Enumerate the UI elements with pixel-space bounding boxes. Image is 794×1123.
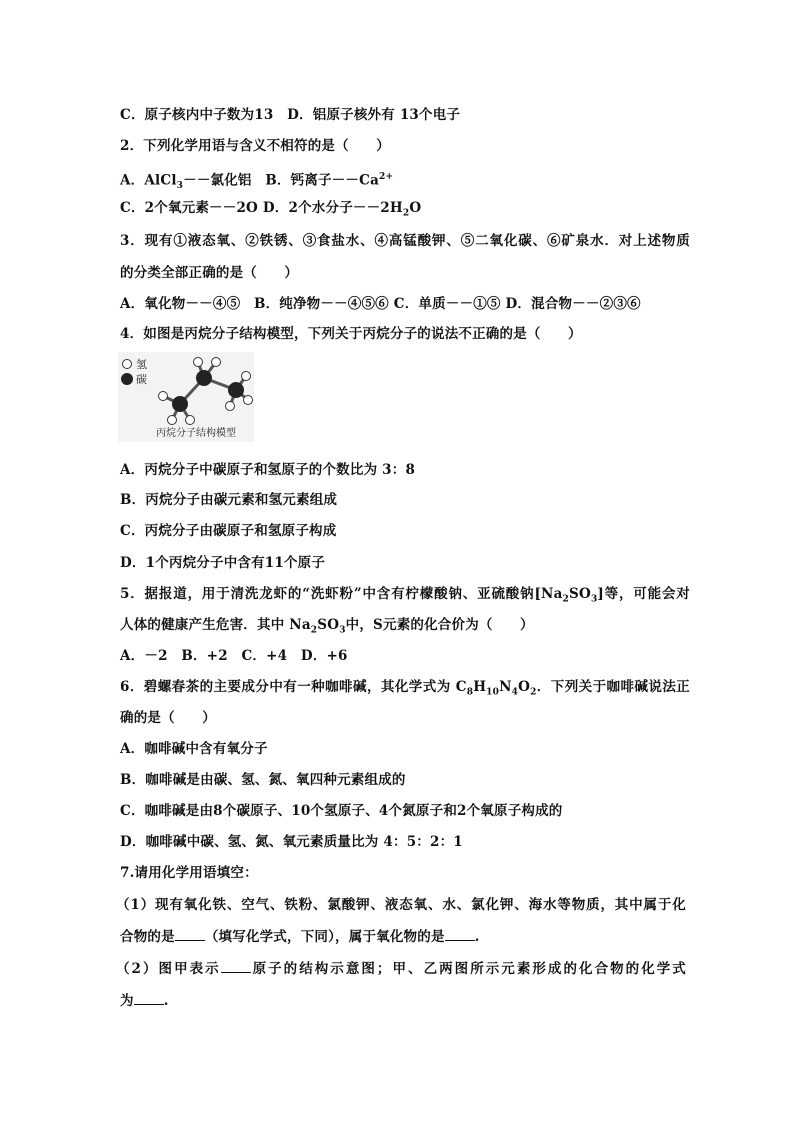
question-6-stem-line1 xyxy=(120,677,690,703)
text-seg: 6．碧螺春茶的主要成分中有一种咖啡碱，其化学式为 C xyxy=(120,679,467,695)
question-2-options-ab xyxy=(120,167,690,196)
question-5-stem-line2 xyxy=(120,615,690,641)
answer-blank[interactable] xyxy=(221,958,251,973)
text-seg: C．2个氧元素－－2O D．2个水分子－－2H xyxy=(120,200,403,216)
subscript: 3 xyxy=(176,181,184,192)
subscript: 4 xyxy=(511,687,519,698)
question-5-options: A．－2 B．+2 C．+4 D．+6 xyxy=(120,648,348,664)
propane-model-figure xyxy=(118,352,254,442)
text-seg: 中，S元素的化合价为（ ） xyxy=(345,617,534,633)
subscript: 2 xyxy=(562,594,570,605)
question-6-option-b: B．咖啡碱是由碳、氢、氮、氧四种元素组成的 xyxy=(120,772,406,788)
text-seg: 人体的健康产生危害．其中 Na xyxy=(120,617,311,633)
question-3-stem-line1: 3．现有①液态氧、②铁锈、③食盐水、④高锰酸钾、⑤二氧化碳、⑥矿泉水．对上述物质 xyxy=(120,233,690,249)
question-7-part1-line1: （1）现有氧化铁、空气、铁粉、氯酸钾、液态氧、水、氯化钾、海水等物质，其中属于化 xyxy=(116,897,686,913)
subscript: 10 xyxy=(486,687,500,698)
legend-carbon-label: 碳 xyxy=(136,373,147,386)
question-4-option-a: A．丙烷分子中碳原子和氢原子的个数比为 3：8 xyxy=(120,462,416,478)
question-6-option-c: C．咖啡碱是由8个碳原子、10个氢原子、4个氮原子和2个氧原子构成的 xyxy=(120,803,563,819)
subscript: 8 xyxy=(466,687,474,698)
superscript: 2+ xyxy=(379,172,394,182)
question-3-stem-line2: 的分类全部正确的是（ ） xyxy=(120,265,299,281)
hydrogen-atom xyxy=(226,402,235,411)
text-seg: 合物的是 xyxy=(120,929,175,945)
question-3-options: A．氧化物－－④⑤ B．纯净物－－④⑤⑥ C．单质－－①⑤ D．混合物－－②③⑥ xyxy=(120,296,641,312)
question-4-stem: 4．如图是丙烷分子结构模型，下列关于丙烷分子的说法不正确的是（ ） xyxy=(120,326,582,342)
text-seg: . xyxy=(163,993,169,1009)
question-7-part2-line2 xyxy=(120,990,690,1011)
question-1-options-cd: C．原子核内中子数为13 D．铝原子核外有 13个电子 xyxy=(120,107,461,123)
text-seg: ]等，可能会对 xyxy=(597,586,691,602)
legend-hydrogen-label: 氢 xyxy=(136,358,147,371)
subscript: 3 xyxy=(339,625,346,636)
answer-blank[interactable] xyxy=(175,926,205,941)
text-seg: SO xyxy=(569,586,591,602)
question-2-options-cd xyxy=(120,198,690,224)
question-6-stem-line2: 确的是（ ） xyxy=(120,710,216,726)
text-seg: 为 xyxy=(120,993,134,1009)
text-seg: A．AlCl xyxy=(120,172,177,189)
figure-caption: 丙烷分子结构模型 xyxy=(156,428,236,439)
question-4-option-c: C．丙烷分子由碳原子和氢原子构成 xyxy=(120,523,337,539)
question-2-stem: 2．下列化学用语与含义不相符的是（ ） xyxy=(120,138,390,154)
hydrogen-legend-icon xyxy=(123,360,132,369)
text-seg: O xyxy=(409,200,422,216)
text-seg: N xyxy=(499,679,512,695)
carbon-atom xyxy=(172,396,188,412)
question-5-stem-line1 xyxy=(120,584,690,610)
subscript: 2 xyxy=(402,208,410,219)
text-seg: 原子的结构示意图；甲、乙两图所示元素形成的化合物的化学式 xyxy=(250,961,686,977)
text-seg: 5．据报道，用于清洗龙虾的“洗虾粉”中含有柠檬酸钠、亚硫酸钠[Na xyxy=(120,586,563,602)
carbon-atom xyxy=(196,370,212,386)
question-7-part2-line1 xyxy=(116,958,686,979)
question-4-option-d: D．1个丙烷分子中含有11个原子 xyxy=(120,555,326,571)
hydrogen-atom xyxy=(194,358,203,367)
answer-blank[interactable] xyxy=(445,926,475,941)
question-7-stem: 7.请用化学用语填空： xyxy=(120,865,258,881)
text-seg: O xyxy=(518,679,531,695)
carbon-atom xyxy=(228,382,244,398)
hydrogen-atom xyxy=(242,372,251,381)
question-7-part1-line2 xyxy=(120,926,690,947)
question-6-option-a: A．咖啡碱中含有氧分子 xyxy=(120,741,268,757)
hydrogen-atom xyxy=(159,392,168,401)
hydrogen-atom xyxy=(244,396,253,405)
text-seg: H xyxy=(473,679,487,695)
hydrogen-atom xyxy=(212,358,221,367)
answer-blank[interactable] xyxy=(134,990,164,1005)
text-seg: （填写化学式，下同），属于氧化物的是 xyxy=(204,929,445,945)
text-seg: ．下列关于咖啡碱说法正 xyxy=(536,679,690,695)
question-4-option-b: B．丙烷分子由碳元素和氢元素组成 xyxy=(120,492,338,508)
subscript: 2 xyxy=(530,687,537,698)
text-seg: . xyxy=(474,929,480,945)
text-seg: （2）图甲表示 xyxy=(116,961,221,977)
subscript: 2 xyxy=(310,625,318,636)
text-seg: －－氯化铝 B．钙离子－－Ca xyxy=(183,172,380,189)
carbon-legend-icon xyxy=(121,373,133,385)
question-6-option-d: D．咖啡碱中碳、氢、氮、氧元素质量比为 4：5：2：1 xyxy=(120,834,463,850)
text-seg: SO xyxy=(317,617,340,633)
subscript: 3 xyxy=(590,594,598,605)
